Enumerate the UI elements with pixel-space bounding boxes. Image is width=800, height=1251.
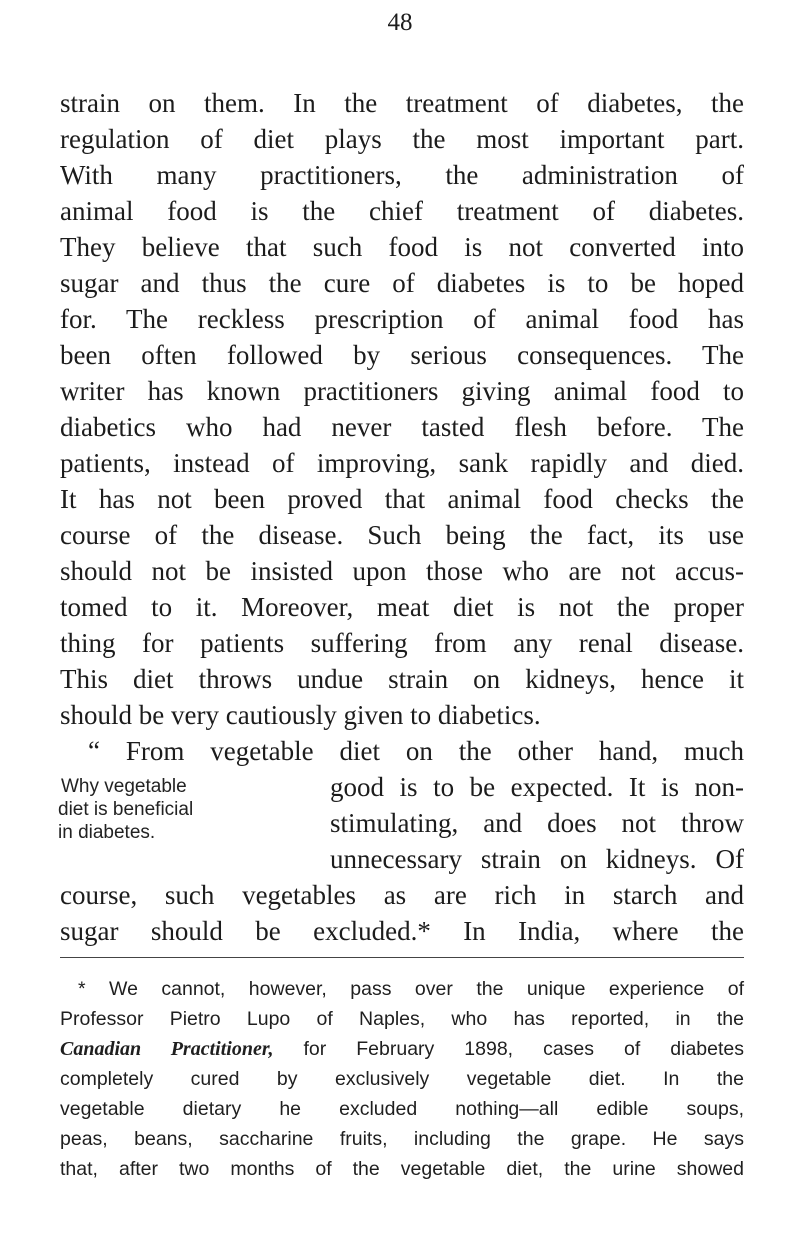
margin-note-line: in diabetes.	[58, 822, 156, 843]
footnote-line: peas, beans, saccharine fruits, including the grape. He says	[60, 1128, 744, 1150]
body-line: course, such vegetables as are rich in starch and	[60, 880, 744, 910]
body-line: It has not been proved that animal food checks the	[60, 484, 744, 514]
body-line: sugar and thus the cure of diabetes is to be hoped	[60, 268, 744, 298]
body-line: sugar should be excluded.* In India, where the	[60, 916, 744, 946]
body-line: regulation of diet plays the most important part.	[60, 124, 744, 154]
side-wrapped-line: good is to be expected. It is non-	[330, 772, 744, 802]
body-line: diabetics who had never tasted flesh before. The	[60, 412, 744, 442]
page-number: 48	[387, 9, 413, 36]
body-line: thing for patients suffering from any renal disease.	[60, 628, 744, 658]
footnote-line: that, after two months of the vegetable diet, the urine showed	[60, 1158, 744, 1180]
footnote-line: vegetable dietary he excluded nothing—all edible soups,	[60, 1098, 744, 1120]
body-line: tomed to it. Moreover, meat diet is not the proper	[60, 592, 744, 622]
body-line: patients, instead of improving, sank rapidly and died.	[60, 448, 744, 478]
side-wrapped-line: stimulating, and does not throw	[330, 808, 744, 838]
paragraph-first-line: “ From vegetable diet on the other hand, much	[88, 736, 744, 766]
journal-title: Canadian Practitioner,	[60, 1038, 274, 1060]
body-line: They believe that such food is not converted into	[60, 232, 744, 262]
footnote-text: for February 1898, cases of diabetes	[273, 1038, 744, 1060]
body-line: been often followed by serious consequences. The	[60, 340, 744, 370]
footnote-line: * We cannot, however, pass over the unique experience of	[78, 978, 744, 1000]
body-line: writer has known practitioners giving animal food to	[60, 376, 744, 406]
side-wrapped-line: unnecessary strain on kidneys. Of	[330, 844, 744, 874]
body-line: This diet throws undue strain on kidneys, hence it	[60, 664, 744, 694]
footnote-line: Professor Pietro Lupo of Naples, who has reported, in the	[60, 1008, 744, 1030]
footnote-line	[60, 1034, 744, 1064]
footnote-line: completely cured by exclusively vegetable diet. In the	[60, 1068, 744, 1090]
footnote-divider	[60, 957, 744, 958]
body-line: animal food is the chief treatment of diabetes.	[60, 196, 744, 226]
margin-note-line: diet is beneficial	[58, 799, 194, 820]
body-line: for. The reckless prescription of animal food has	[60, 304, 744, 334]
body-line: With many practitioners, the administration of	[60, 160, 744, 190]
body-line: should not be insisted upon those who are not accus-	[60, 556, 744, 586]
body-line: should be very cautiously given to diabetics.	[60, 700, 541, 730]
margin-note-line: Why vegetable	[61, 776, 187, 797]
body-line: strain on them. In the treatment of diabetes, the	[60, 88, 744, 118]
margin-note	[58, 775, 326, 844]
body-line: course of the disease. Such being the fact, its use	[60, 520, 744, 550]
